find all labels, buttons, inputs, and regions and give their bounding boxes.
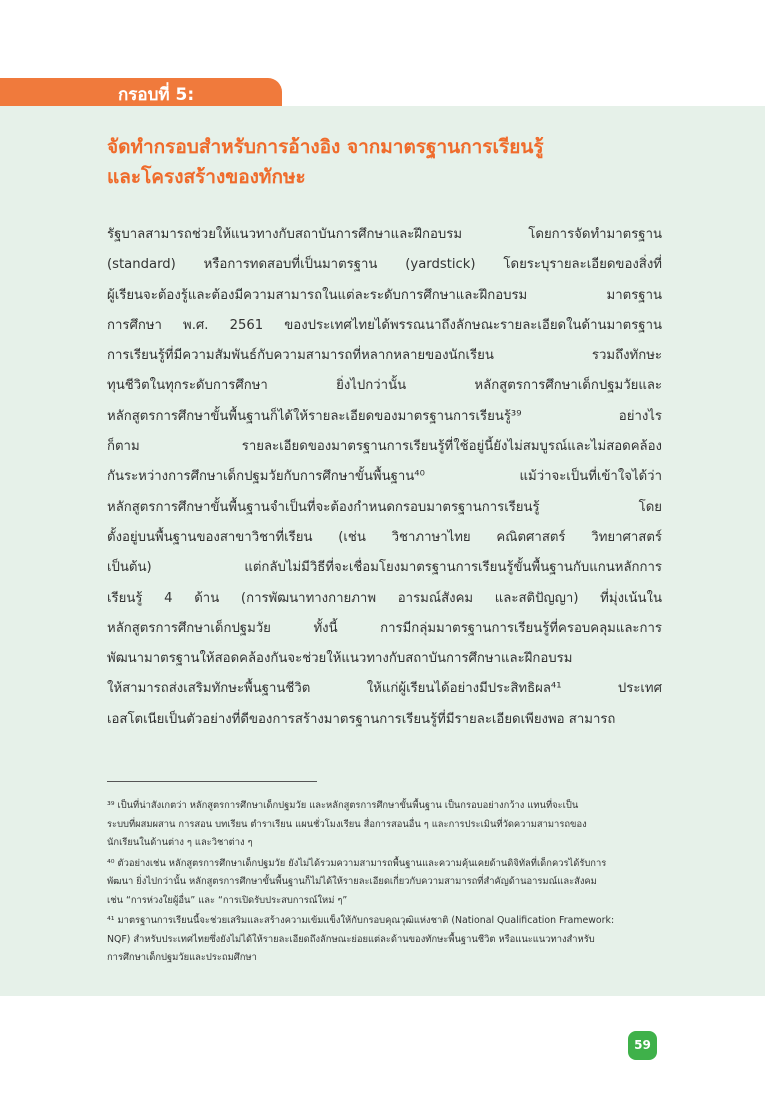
body-line: เรียนรู้ 4 ด้าน (การพัฒนาทางกายภาพ อารมณ์สังคม และสติปัญญา) ที่มุ่งเน้นใน <box>107 590 662 606</box>
body-line: พัฒนามาตรฐานให้สอดคล้องกันจะช่วยให้แนวทางกับสถาบันการศึกษาและฝึกอบรม <box>107 651 573 667</box>
body-line: หลักสูตรการศึกษาขั้นพื้นฐานก็ได้ให้รายละเอียดของมาตรฐานการเรียนรู้³⁹ อย่างไร <box>107 408 662 424</box>
body-line: หลักสูตรการศึกษาเด็กปฐมวัย ทั้งนี้ การมีกลุ่มมาตรฐานการเรียนรู้ที่ครอบคลุมและการ <box>107 620 662 636</box>
body-line: เป็นต้น) แต่กลับไม่มีวิธีที่จะเชื่อมโยงมาตรฐานการเรียนรู้ขั้นพื้นฐานกับแกนหลักการ <box>107 560 662 576</box>
footnote-line: นักเรียนในด้านต่าง ๆ และวิชาต่าง ๆ <box>107 837 253 848</box>
body-line: ให้สามารถส่งเสริมทักษะพื้นฐานชีวิต ให้แก่ผู้เรียนได้อย่างมีประสิทธิผล⁴¹ ประเทศ <box>107 681 662 697</box>
footnote-40 <box>107 855 662 911</box>
footnote-line: ⁴⁰ ตัวอย่างเช่น หลักสูตรการศึกษาเด็กปฐมวัย ยังไม่ได้รวมความสามารถพื้นฐานและความคุ้นเคยด้านดิจิทัลที่เด็กควรได้รับการ <box>107 857 607 869</box>
page-number: 59 <box>628 1031 657 1060</box>
footnote-divider <box>107 781 317 782</box>
footnote-line: NQF) สำหรับประเทศไทยซึ่งยังไม่ได้ให้รายละเอียดถึงลักษณะย่อยแต่ละด้านของทักษะพื้นฐานชีวิต หรือแนะแนวทางสำหรับ <box>107 933 595 945</box>
footnote-39 <box>107 797 662 853</box>
body-line: การศึกษา พ.ศ. 2561 ของประเทศไทยได้พรรณนาถึงลักษณะรายละเอียดในด้านมาตรฐาน <box>107 317 662 333</box>
footnote-line: การศึกษาเด็กปฐมวัยและประถมศึกษา <box>107 952 257 963</box>
body-line: ตั้งอยู่บนพื้นฐานของสาขาวิชาที่เรียน (เช่น วิชาภาษาไทย คณิตศาสตร์ วิทยาศาสตร์ <box>107 529 662 545</box>
body-line: หลักสูตรการศึกษาขั้นพื้นฐานจำเป็นที่จะต้องกำหนดกรอบมาตรฐานการเรียนรู้ โดย <box>107 499 662 515</box>
body-line: รัฐบาลสามารถช่วยให้แนวทางกับสถาบันการศึกษาและฝึกอบรม โดยการจัดทำมาตรฐาน <box>107 227 662 242</box>
body-line: (standard) หรือการทดสอบที่เป็นมาตรฐาน (yardstick) โดยระบุรายละเอียดของสิ่งที่ <box>107 257 662 273</box>
body-line: กันระหว่างการศึกษาเด็กปฐมวัยกับการศึกษาขั้นพื้นฐาน⁴⁰ แม้ว่าจะเป็นที่เข้าใจได้ว่า <box>107 469 662 485</box>
box-label: กรอบที่ 5: <box>118 85 195 105</box>
footnotes <box>107 797 662 968</box>
footnote-line: พัฒนา ยิ่งไปกว่านั้น หลักสูตรการศึกษาขั้นพื้นฐานก็ไม่ได้ให้รายละเอียดเกี่ยวกับความสามารถที่สำคัญด้านอารมณ์และสังคม <box>107 876 597 887</box>
footnote-line: เช่น “การห่วงใยผู้อื่น” และ “การเปิดรับประสบการณ์ใหม่ ๆ” <box>107 894 348 906</box>
box-title-line-2: และโครงสร้างของทักษะ <box>107 166 306 188</box>
footnote-line: ⁴¹ มาตรฐานการเรียนนี้จะช่วยเสริมและสร้างความเข้มแข็งให้กับกรอบคุณวุฒิแห่งชาติ (National Qualification Framework: <box>107 915 615 926</box>
footnote-line: ระบบที่ผสมผสาน การสอน บทเรียน ตำราเรียน แผนชั่วโมงเรียน สื่อการสอนอื่น ๆ และการประเมินที่วัดความสามารถของ <box>107 818 587 830</box>
body-line: ผู้เรียนจะต้องรู้และต้องมีความสามารถในแต่ละระดับการศึกษาและฝึกอบรม มาตรฐาน <box>107 287 662 303</box>
box-title-line-1: จัดทำกรอบสำหรับการอ้างอิง จากมาตรฐานการเรียนรู้ <box>107 136 544 158</box>
body-line: ทุนชีวิตในทุกระดับการศึกษา ยิ่งไปกว่านั้น หลักสูตรการศึกษาเด็กปฐมวัยและ <box>107 378 662 394</box>
footnote-41 <box>107 912 662 968</box>
footnote-line: ³⁹ เป็นที่น่าสังเกตว่า หลักสูตรการศึกษาเด็กปฐมวัย และหลักสูตรการศึกษาขั้นพื้นฐาน เป็นกรอบอย่างกว้าง แทนที่จะเป็น <box>107 800 579 811</box>
body-paragraph <box>107 220 662 735</box>
box-title <box>107 132 667 192</box>
body-line: การเรียนรู้ที่มีความสัมพันธ์กับความสามารถที่หลากหลายของนักเรียน รวมถึงทักษะ <box>107 348 662 364</box>
body-line: ก็ตาม รายละเอียดของมาตรฐานการเรียนรู้ที่ใช้อยู่นี้ยังไม่สมบูรณ์และไม่สอดคล้อง <box>107 439 662 455</box>
box-header-tab <box>0 78 282 106</box>
body-line: เอสโตเนียเป็นตัวอย่างที่ดีของการสร้างมาตรฐานการเรียนรู้ที่มีรายละเอียดเพียงพอ สามารถ <box>107 711 616 727</box>
